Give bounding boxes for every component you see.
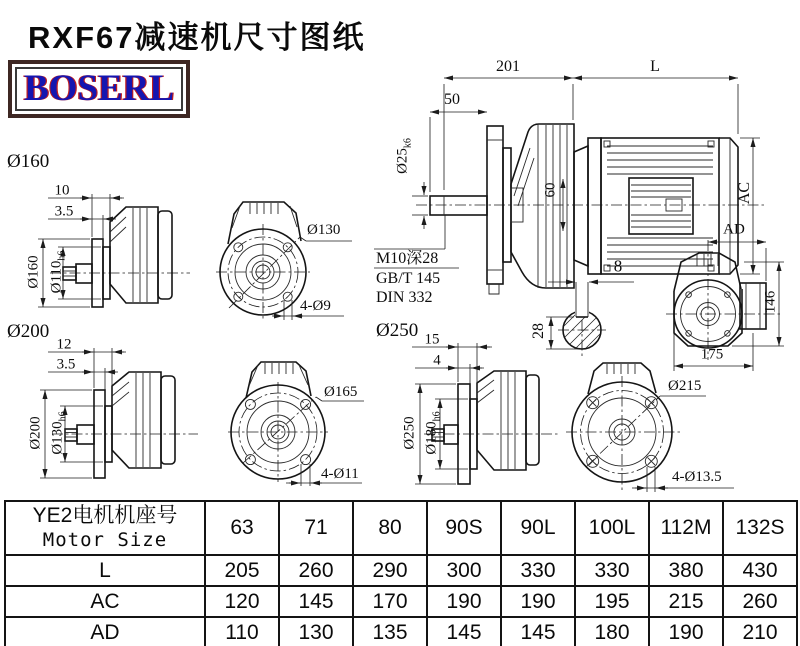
flange160-front-view bbox=[216, 202, 352, 320]
page-title: RXF67减速机尺寸图纸 bbox=[28, 20, 366, 55]
table-value: 190 bbox=[427, 586, 501, 617]
table-header-en: Motor Size bbox=[42, 529, 168, 551]
note-standard-din: DIN 332 bbox=[376, 289, 433, 306]
dim-200-holes: 4-Ø11 bbox=[321, 466, 359, 482]
row-label: AD bbox=[5, 617, 205, 646]
table-header-row bbox=[5, 501, 797, 555]
dim-60: 60 bbox=[542, 182, 559, 198]
flange160-label: Ø160 bbox=[7, 151, 50, 172]
shaft-key-section bbox=[546, 282, 634, 356]
table-value: 145 bbox=[279, 586, 353, 617]
table-row-L bbox=[5, 555, 797, 586]
dim-160-flange-dia: Ø160 bbox=[25, 255, 42, 289]
table-value: 290 bbox=[353, 555, 427, 586]
table-value: 330 bbox=[501, 555, 575, 586]
dim-key-depth-28: 28 bbox=[530, 323, 547, 339]
table-value: 380 bbox=[649, 555, 723, 586]
motor-size-column: 132S bbox=[723, 501, 797, 555]
table-value: 260 bbox=[723, 586, 797, 617]
dim-146: 146 bbox=[762, 290, 779, 314]
dim-160-spigot-dia: $Ø110_{h6}$ bbox=[48, 250, 68, 294]
table-value: 430 bbox=[723, 555, 797, 586]
dim-160-holes: 4-Ø9 bbox=[300, 298, 331, 314]
table-row-AD bbox=[5, 617, 797, 646]
table-value: 190 bbox=[649, 617, 723, 646]
note-standard-gbt: GB/T 145 bbox=[376, 270, 441, 287]
motor-size-column: 100L bbox=[575, 501, 649, 555]
dim-200-flange-dia: Ø200 bbox=[27, 416, 44, 450]
table-value: 135 bbox=[353, 617, 427, 646]
dim-250-flange-dia: Ø250 bbox=[401, 416, 418, 450]
dim-250-bolt-circle: Ø215 bbox=[668, 378, 702, 394]
table-value: 145 bbox=[501, 617, 575, 646]
row-label: L bbox=[5, 555, 205, 586]
dim-key-width-8: 8 bbox=[613, 256, 623, 276]
table-value: 145 bbox=[427, 617, 501, 646]
dim-250-holes: 4-Ø13.5 bbox=[672, 469, 722, 485]
table-value: 330 bbox=[575, 555, 649, 586]
motor-size-column: 90S bbox=[427, 501, 501, 555]
table-value: 130 bbox=[279, 617, 353, 646]
table-value: 210 bbox=[723, 617, 797, 646]
table-value: 195 bbox=[575, 586, 649, 617]
dim-200-spigot-dia: $Ø130_{h6}$ bbox=[49, 411, 69, 455]
dim-shaft-diameter: $Ø25_{k6}$ bbox=[394, 138, 414, 174]
dim-200-bolt-circle: Ø165 bbox=[324, 384, 358, 400]
dim-50: 50 bbox=[444, 91, 460, 108]
table-value: 170 bbox=[353, 586, 427, 617]
table-header-cell bbox=[5, 501, 205, 555]
brand-logo bbox=[8, 60, 190, 118]
table-value: 260 bbox=[279, 555, 353, 586]
table-value: 215 bbox=[649, 586, 723, 617]
dim-200-offset-12: 12 bbox=[56, 336, 72, 353]
table-value: 300 bbox=[427, 555, 501, 586]
dim-250-offset-4: 4 bbox=[433, 352, 441, 369]
dim-200-offset-3-5: 3.5 bbox=[56, 356, 76, 373]
motor-size-column: 112M bbox=[649, 501, 723, 555]
table-header-cn: YE2电机机座号 bbox=[32, 504, 178, 527]
dim-motor-length-L: L bbox=[650, 58, 660, 75]
motor-size-column: 63 bbox=[205, 501, 279, 555]
row-label: AC bbox=[5, 586, 205, 617]
dim-250-spigot-dia: $Ø180_{h6}$ bbox=[423, 411, 443, 455]
brand-logo-frame bbox=[15, 67, 183, 111]
table-row-AC bbox=[5, 586, 797, 617]
dim-250-offset-15: 15 bbox=[424, 331, 440, 348]
dim-AC: AC bbox=[736, 181, 753, 205]
motor-size-column: 71 bbox=[279, 501, 353, 555]
table-value: 190 bbox=[501, 586, 575, 617]
dim-160-offset-3-5: 3.5 bbox=[54, 203, 74, 220]
motor-size-table bbox=[4, 500, 798, 646]
flange200-label: Ø200 bbox=[7, 321, 50, 342]
dim-160-offset-10: 10 bbox=[54, 182, 70, 199]
table-value: 205 bbox=[205, 555, 279, 586]
table-value: 110 bbox=[205, 617, 279, 646]
dim-160-bolt-circle: Ø130 bbox=[307, 222, 341, 238]
motor-size-column: 80 bbox=[353, 501, 427, 555]
table-value: 180 bbox=[575, 617, 649, 646]
dim-175: 175 bbox=[700, 346, 724, 363]
dim-201: 201 bbox=[496, 58, 520, 75]
note-tapped-hole: M10深28 bbox=[376, 250, 439, 267]
flange250-label: Ø250 bbox=[376, 320, 419, 341]
table-value: 120 bbox=[205, 586, 279, 617]
brand-logo-text: BOSERL bbox=[24, 68, 175, 109]
dim-AD: AD bbox=[723, 221, 745, 238]
motor-size-column: 90L bbox=[501, 501, 575, 555]
